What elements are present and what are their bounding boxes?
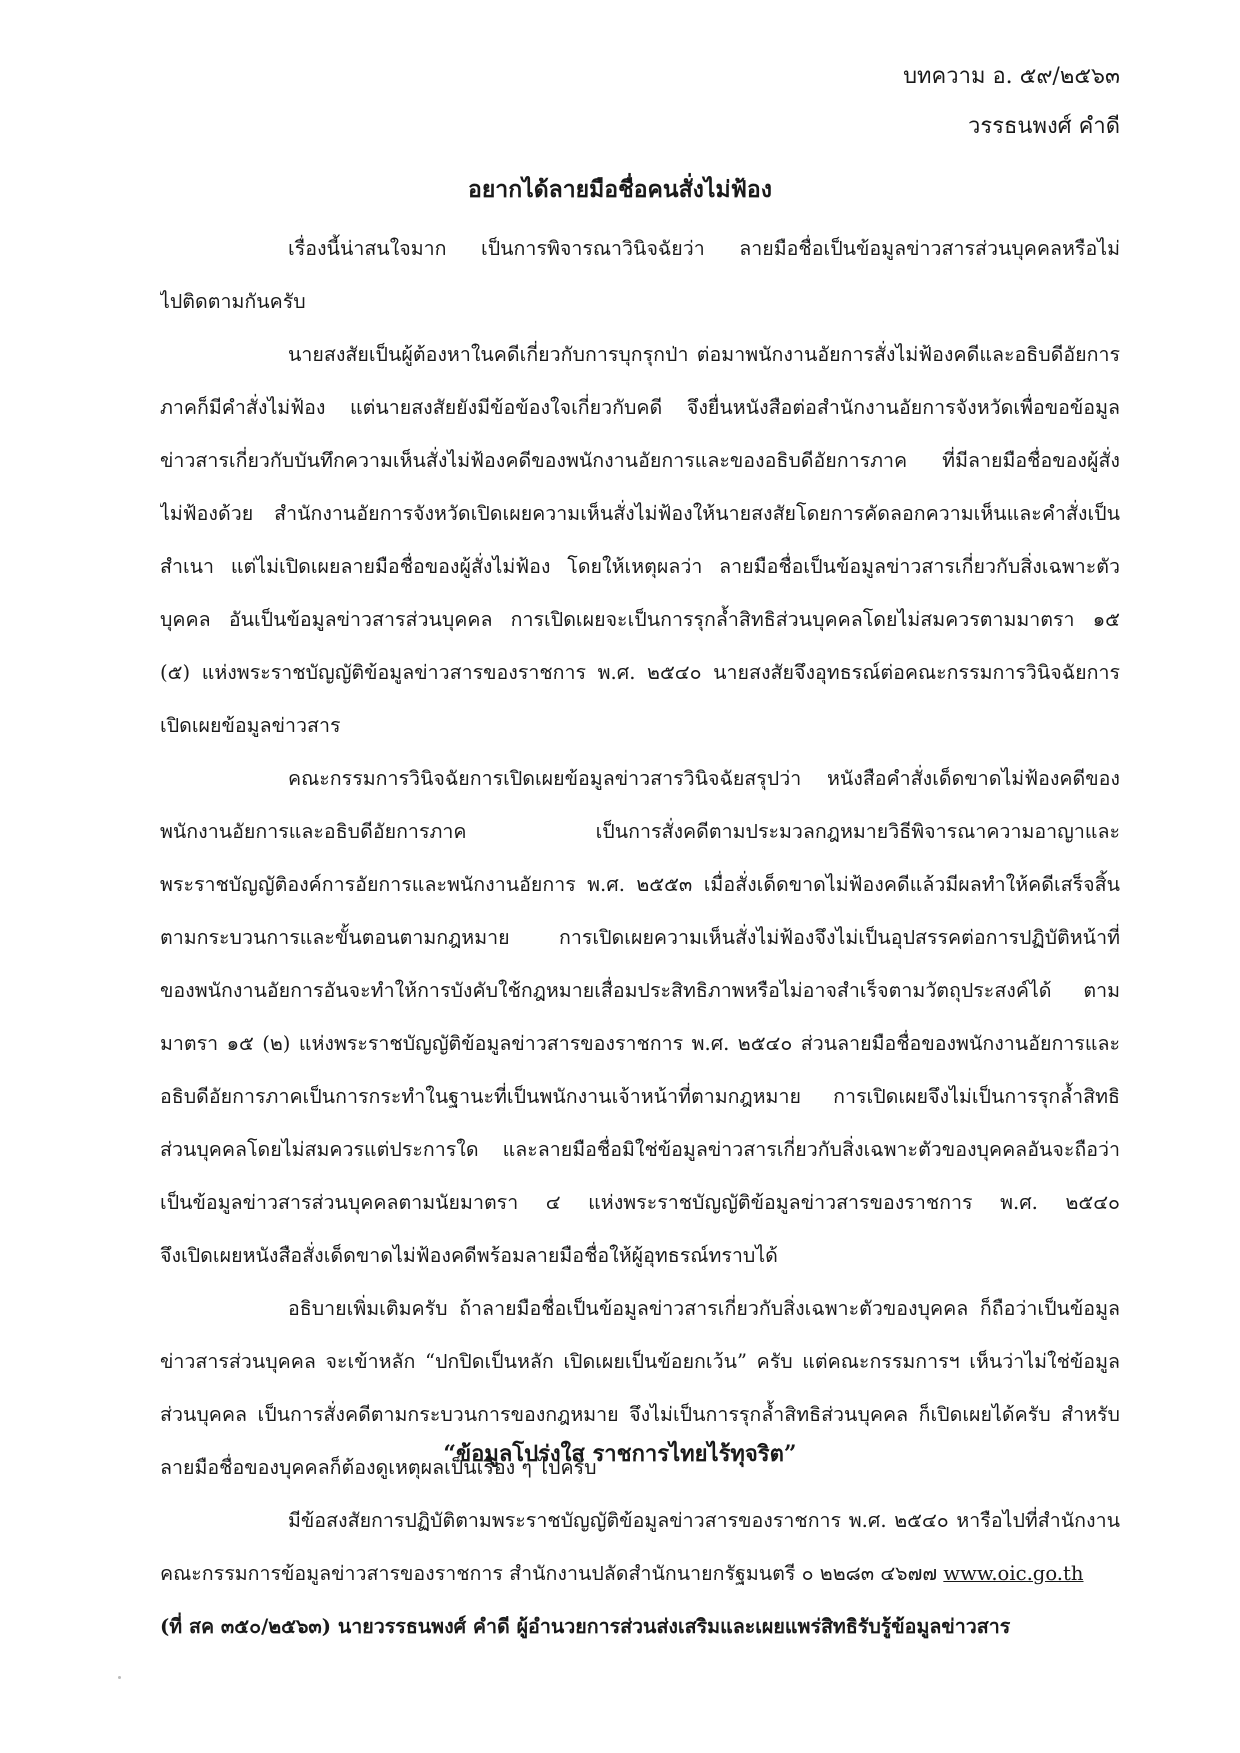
paragraph-line: ข่าวสารส่วนบุคคล จะเข้าหลัก “ปกปิดเป็นหลัก เปิดเผยเป็นข้อยกเว้น” ครับ แต่คณะกรรมการฯ เห็นว่าไม่ใช่ข้อมูล [160,1350,1120,1373]
paragraph-line: มีข้อสงสัยการปฏิบัติตามพระราชบัญญัติข้อมูลข่าวสารของราชการ พ.ศ. ๒๕๔๐ หารือไปที่สำนักงาน [288,1509,1120,1532]
signature-line: (ที่ สค ๓๕๐/๒๕๖๓) นายวรรธนพงศ์ คำดี ผู้อำนวยการส่วนส่งเสริมและเผยแพร่สิทธิรับรู้ข้อมูลข่าวสาร [160,1615,1011,1638]
paragraph-line: มาตรา ๑๕ (๒) แห่งพระราชบัญญัติข้อมูลข่าวสารของราชการ พ.ศ. ๒๕๔๐ ส่วนลายมือชื่อของพนักงานอัยการและ [160,1032,1120,1055]
paragraph-line: ข่าวสารเกี่ยวกับบันทึกความเห็นสั่งไม่ฟ้องคดีของพนักงานอัยการและของอธิบดีอัยการภาค ที่มีลายมือชื่อของผู้สั่ง [160,449,1120,472]
paragraph-line: ส่วนบุคคล เป็นการสั่งคดีตามกระบวนการของกฎหมาย จึงไม่เป็นการรุกล้ำสิทธิส่วนบุคคล ก็เปิดเผยได้ครับ สำหรับ [160,1403,1120,1426]
article-number: บทความ อ. ๕๙/๒๕๖๓ [903,64,1120,89]
paragraph-line: จึงเปิดเผยหนังสือสั่งเด็ดขาดไม่ฟ้องคดีพร้อมลายมือชื่อให้ผู้อุทธรณ์ทราบได้ [160,1244,778,1267]
paragraph-line: เป็นข้อมูลข่าวสารส่วนบุคคลตามนัยมาตรา ๔ แห่งพระราชบัญญัติข้อมูลข่าวสารของราชการ พ.ศ. ๒๕๔๐ [160,1191,1120,1214]
paragraph-line: บุคคล อันเป็นข้อมูลข่าวสารส่วนบุคคล การเปิดเผยจะเป็นการรุกล้ำสิทธิส่วนบุคคลโดยไม่สมควรตามมาตรา ๑๕ [160,608,1120,631]
author-name: วรรธนพงศ์ คำดี [967,114,1120,139]
contact-text: คณะกรรมการข้อมูลข่าวสารของราชการ สำนักงานปลัดสำนักนายกรัฐมนตรี ๐ ๒๒๘๓ ๔๖๗๗ [160,1562,938,1585]
paragraph-line: ของพนักงานอัยการอันจะทำให้การบังคับใช้กฎหมายเสื่อมประสิทธิภาพหรือไม่อาจสำเร็จตามวัตถุประสงค์ได้ ตาม [160,979,1120,1002]
slogan: “ข้อมูลโปร่งใส ราชการไทยไร้ทุจริต” [443,1441,797,1467]
paragraph-line: ภาคก็มีคำสั่งไม่ฟ้อง แต่นายสงสัยยังมีข้อข้องใจเกี่ยวกับคดี จึงยื่นหนังสือต่อสำนักงานอัยการจังหวัดเพื่อขอข้อมูล [160,396,1120,419]
paragraph-line: ไม่ฟ้องด้วย สำนักงานอัยการจังหวัดเปิดเผยความเห็นสั่งไม่ฟ้องให้นายสงสัยโดยการคัดลอกความเห็นและคำสั่งเป็น [160,502,1120,525]
paragraph-line: ลายมือชื่อของบุคคลก็ต้องดูเหตุผลเป็นเรื่อง ๆ ไปครับ [160,1456,597,1479]
contact-line [160,1547,1120,1600]
document-header [903,52,1120,152]
paragraph-line: อธิบายเพิ่มเติมครับ ถ้าลายมือชื่อเป็นข้อมูลข่าวสารเกี่ยวกับสิ่งเฉพาะตัวของบุคคล ก็ถือว่าเป็นข้อมูล [288,1297,1120,1320]
paragraph-line: ไปติดตามกันครับ [160,290,306,313]
scan-speck [118,1676,121,1679]
paragraph-line: นายสงสัยเป็นผู้ต้องหาในคดีเกี่ยวกับการบุกรุกป่า ต่อมาพนักงานอัยการสั่งไม่ฟ้องคดีและอธิบดีอัยการ [288,343,1120,366]
paragraph-line: อธิบดีอัยการภาคเป็นการกระทำในฐานะที่เป็นพนักงานเจ้าหน้าที่ตามกฎหมาย การเปิดเผยจึงไม่เป็นการรุกล้ำสิทธิ [160,1085,1120,1108]
website-link[interactable]: www.oic.go.th [943,1562,1084,1585]
paragraph-line: เปิดเผยข้อมูลข่าวสาร [160,714,341,737]
paragraph-line: คณะกรรมการวินิจฉัยการเปิดเผยข้อมูลข่าวสารวินิจฉัยสรุปว่า หนังสือคำสั่งเด็ดขาดไม่ฟ้องคดีของ [288,767,1120,790]
paragraph-line: เรื่องนี้น่าสนใจมาก เป็นการพิจารณาวินิจฉัยว่า ลายมือชื่อเป็นข้อมูลข่าวสารส่วนบุคคลหรือไม่ [288,237,1120,260]
paragraph-line: ตามกระบวนการและขั้นตอนตามกฎหมาย การเปิดเผยความเห็นสั่งไม่ฟ้องจึงไม่เป็นอุปสรรคต่อการปฏิบัติหน้าที่ [160,926,1120,949]
paragraph-line: ส่วนบุคคลโดยไม่สมควรแต่ประการใด และลายมือชื่อมิใช่ข้อมูลข่าวสารเกี่ยวกับสิ่งเฉพาะตัวของบุคคลอันจะถือว่า [160,1138,1120,1161]
paragraph-line: สำเนา แต่ไม่เปิดเผยลายมือชื่อของผู้สั่งไม่ฟ้อง โดยให้เหตุผลว่า ลายมือชื่อเป็นข้อมูลข่าวสารเกี่ยวกับสิ่งเฉพาะตัว [160,555,1120,578]
article-title: อยากได้ลายมือชื่อคนสั่งไม่ฟ้อง [468,176,772,203]
paragraph-line: พนักงานอัยการและอธิบดีอัยการภาค เป็นการสั่งคดีตามประมวลกฎหมายวิธีพิจารณาความอาญาและ [160,820,1120,843]
paragraph-line: พระราชบัญญัติองค์การอัยการและพนักงานอัยการ พ.ศ. ๒๕๕๓ เมื่อสั่งเด็ดขาดไม่ฟ้องคดีแล้วมีผลทำให้คดีเสร็จสิ้น [160,873,1120,896]
paragraph-line: (๕) แห่งพระราชบัญญัติข้อมูลข่าวสารของราชการ พ.ศ. ๒๕๔๐ นายสงสัยจึงอุทธรณ์ต่อคณะกรรมการวินิจฉัยการ [160,661,1120,684]
